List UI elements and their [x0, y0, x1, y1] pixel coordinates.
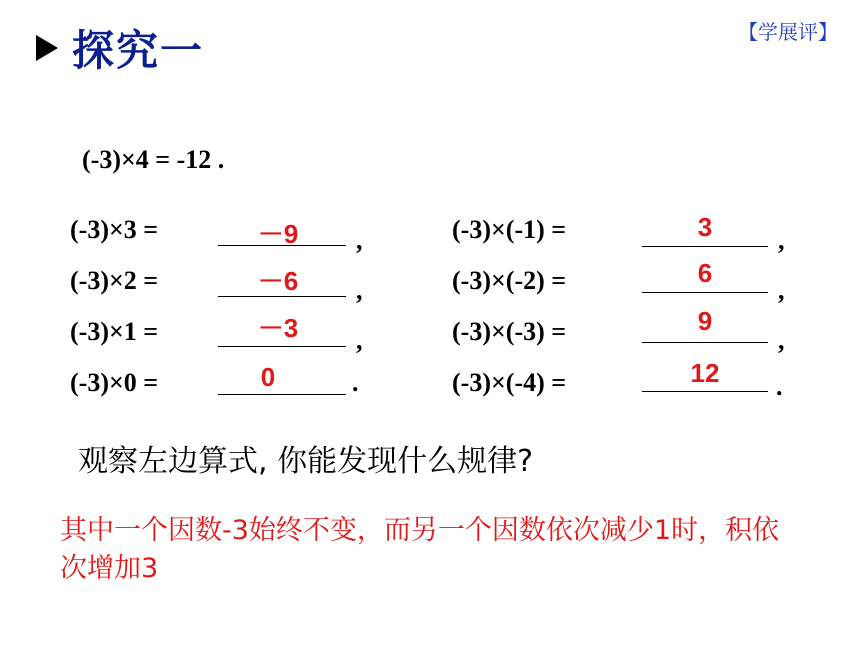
left-answer-4: 0 [260, 362, 276, 392]
left-answer-1: －9 [257, 219, 299, 249]
right-expr-1: (-3)×(-1) = [452, 215, 567, 244]
answer-line [218, 394, 346, 395]
comma: , [778, 226, 785, 255]
left-expr-3: (-3)×1 = [70, 317, 159, 346]
title-group [36, 18, 204, 78]
right-answer-1: 3 [697, 212, 713, 242]
period: . [352, 368, 359, 397]
left-answer-2: －6 [257, 266, 299, 296]
section-tag: 【学展评】 [738, 20, 838, 44]
answer-line [642, 391, 768, 392]
rule-text: 其中一个因数-3始终不变，而另一个因数依次减少1时，积依次增加3 [60, 515, 780, 584]
comma: , [356, 276, 363, 305]
right-triangle-icon [36, 35, 58, 61]
left-expr-4: (-3)×0 = [70, 368, 159, 397]
right-expr-4: (-3)×(-4) = [452, 368, 567, 397]
page-title: 探究一 [72, 26, 205, 75]
answer-line [642, 246, 768, 247]
comma: , [356, 326, 363, 355]
left-expr-1: (-3)×3 = [70, 215, 159, 244]
question-text: 观察左边算式, 你能发现什么规律? [78, 444, 533, 479]
period: . [776, 372, 783, 401]
right-expr-3: (-3)×(-3) = [452, 317, 567, 346]
comma: , [778, 326, 785, 355]
comma: , [356, 226, 363, 255]
left-expr-2: (-3)×2 = [70, 266, 159, 295]
right-expr-2: (-3)×(-2) = [452, 266, 567, 295]
answer-line [218, 346, 346, 347]
right-answer-3: 9 [697, 306, 713, 336]
right-answer-4: 12 [690, 358, 720, 388]
example-equation: (-3)×4 = -12 . [82, 145, 225, 174]
right-answer-2: 6 [697, 258, 713, 288]
left-answer-3: －3 [257, 313, 299, 343]
answer-line [642, 342, 768, 343]
comma: , [778, 276, 785, 305]
answer-line [642, 292, 768, 293]
